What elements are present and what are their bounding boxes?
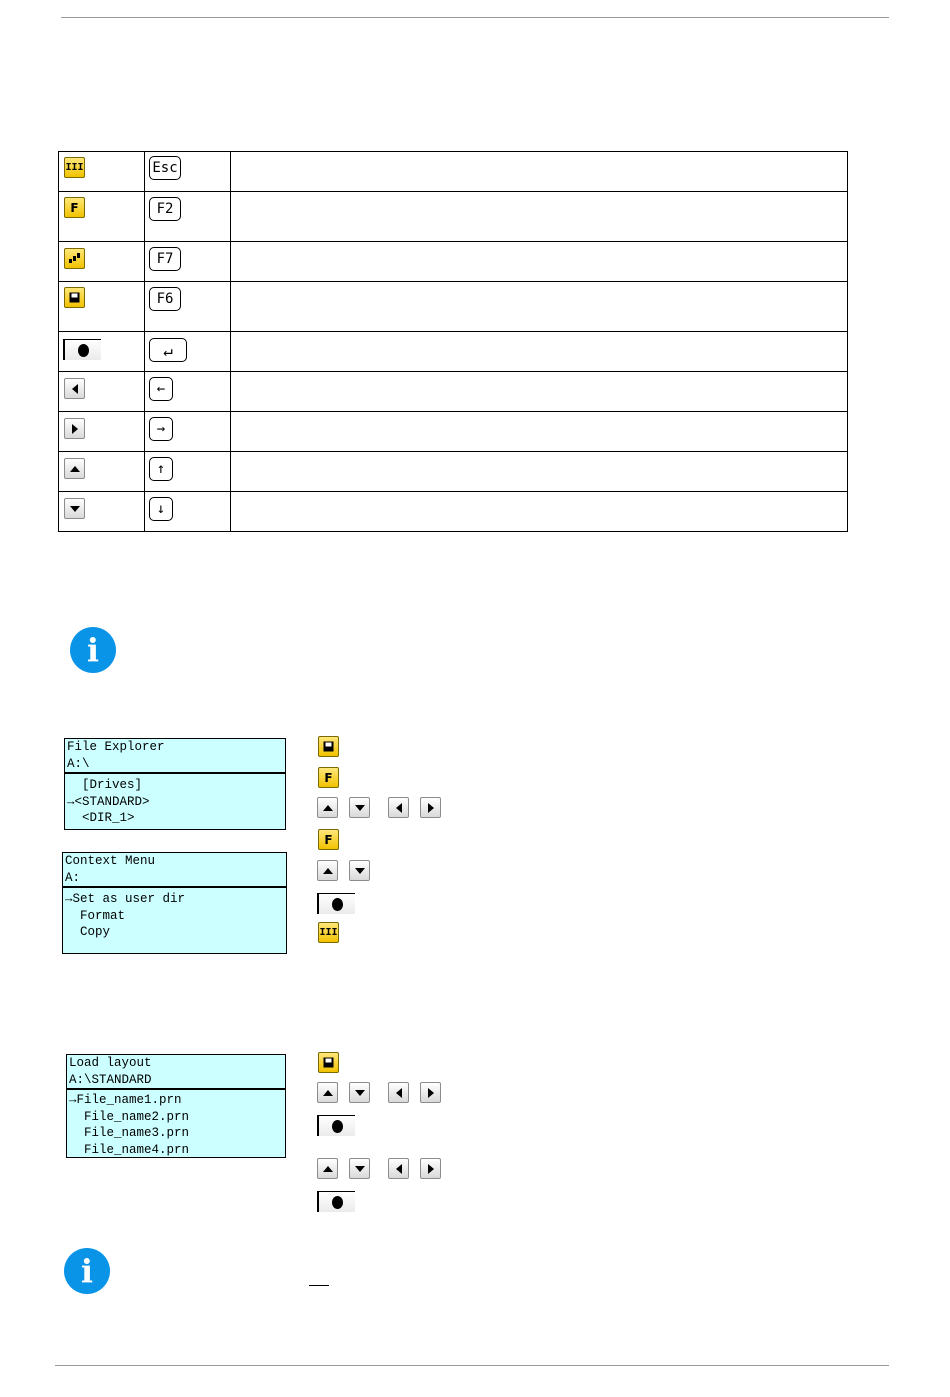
context-menu-screen <box>62 852 287 954</box>
enter-icon <box>317 1191 355 1212</box>
keyboard-key: → <box>149 417 173 441</box>
menu-icon: III <box>318 922 339 943</box>
keyboard-key: ↓ <box>149 497 173 521</box>
key-mapping-table <box>58 151 848 532</box>
info-icon: i <box>70 627 116 673</box>
enter-icon <box>317 893 355 914</box>
arrow-down-icon <box>64 498 85 519</box>
menu-icon: III <box>64 157 85 178</box>
description-cell <box>231 282 848 332</box>
file-explorer-screen <box>64 738 286 830</box>
arrow-right-icon <box>64 418 85 439</box>
enter-icon <box>317 1115 355 1136</box>
arrow-right-icon <box>420 1082 441 1103</box>
list-item: File_name2.prn <box>69 1109 190 1124</box>
description-cell <box>231 412 848 452</box>
table-row <box>59 372 848 412</box>
arrow-down-icon <box>349 1082 370 1103</box>
arrow-right-icon <box>420 797 441 818</box>
arrow-up-icon <box>317 797 338 818</box>
keyboard-key: Esc <box>149 156 181 180</box>
load-layout-screen <box>66 1054 286 1158</box>
table-row <box>59 492 848 532</box>
description-cell <box>231 242 848 282</box>
enter-icon <box>63 339 101 360</box>
list-item: →Set as user dir <box>65 892 186 906</box>
arrow-up-icon <box>317 1158 338 1179</box>
arrow-up-icon <box>317 860 338 881</box>
screen-title: Context Menu <box>65 854 156 868</box>
table-row <box>59 452 848 492</box>
underline-mark <box>309 1285 329 1286</box>
list-item: <DIR_1> <box>67 811 135 825</box>
screen-header <box>65 739 285 774</box>
description-cell <box>231 192 848 242</box>
table-row <box>59 332 848 372</box>
screen-path: A:\ <box>67 756 90 771</box>
screen-path: A:\STANDARD <box>69 1072 152 1087</box>
feed-icon <box>64 248 85 269</box>
arrow-left-icon <box>388 1158 409 1179</box>
keyboard-key: F7 <box>149 247 181 271</box>
screen-title: Load layout <box>69 1056 152 1070</box>
arrow-down-icon <box>349 1158 370 1179</box>
list-item: →<STANDARD> <box>67 794 150 809</box>
list-item: →File_name1.prn <box>69 1093 182 1107</box>
keyboard-key: F2 <box>149 197 181 221</box>
list-item: Copy <box>65 925 111 939</box>
list-item: Format <box>65 908 126 923</box>
arrow-down-icon <box>349 860 370 881</box>
bottom-rule <box>55 1365 889 1366</box>
list-item: File_name4.prn <box>69 1142 190 1157</box>
keyboard-key: ↑ <box>149 457 173 481</box>
function-icon: F <box>318 767 339 788</box>
screen-path: A: <box>65 870 81 885</box>
arrow-left-icon <box>64 378 85 399</box>
table-row <box>59 242 848 282</box>
keyboard-key: F6 <box>149 287 181 311</box>
save-icon <box>318 1052 339 1073</box>
description-cell <box>231 492 848 532</box>
arrow-down-icon <box>349 797 370 818</box>
arrow-right-icon <box>420 1158 441 1179</box>
description-cell <box>231 452 848 492</box>
function-icon: F <box>64 197 85 218</box>
function-icon: F <box>318 829 339 850</box>
list-item: File_name3.prn <box>69 1126 190 1140</box>
list-item: [Drives] <box>67 778 143 792</box>
keyboard-key: ↵ <box>149 338 187 362</box>
screen-header <box>63 853 286 888</box>
arrow-up-icon <box>317 1082 338 1103</box>
table-row <box>59 412 848 452</box>
description-cell <box>231 372 848 412</box>
keyboard-key: ← <box>149 377 173 401</box>
arrow-left-icon <box>388 797 409 818</box>
table-row <box>59 152 848 192</box>
arrow-left-icon <box>388 1082 409 1103</box>
description-cell <box>231 152 848 192</box>
save-icon <box>64 287 85 308</box>
table-row <box>59 282 848 332</box>
description-cell <box>231 332 848 372</box>
screen-title: File Explorer <box>67 740 165 754</box>
table-row <box>59 192 848 242</box>
top-rule <box>61 17 889 18</box>
save-icon <box>318 736 339 757</box>
info-icon: i <box>64 1248 110 1294</box>
screen-header <box>67 1055 285 1090</box>
arrow-up-icon <box>64 458 85 479</box>
